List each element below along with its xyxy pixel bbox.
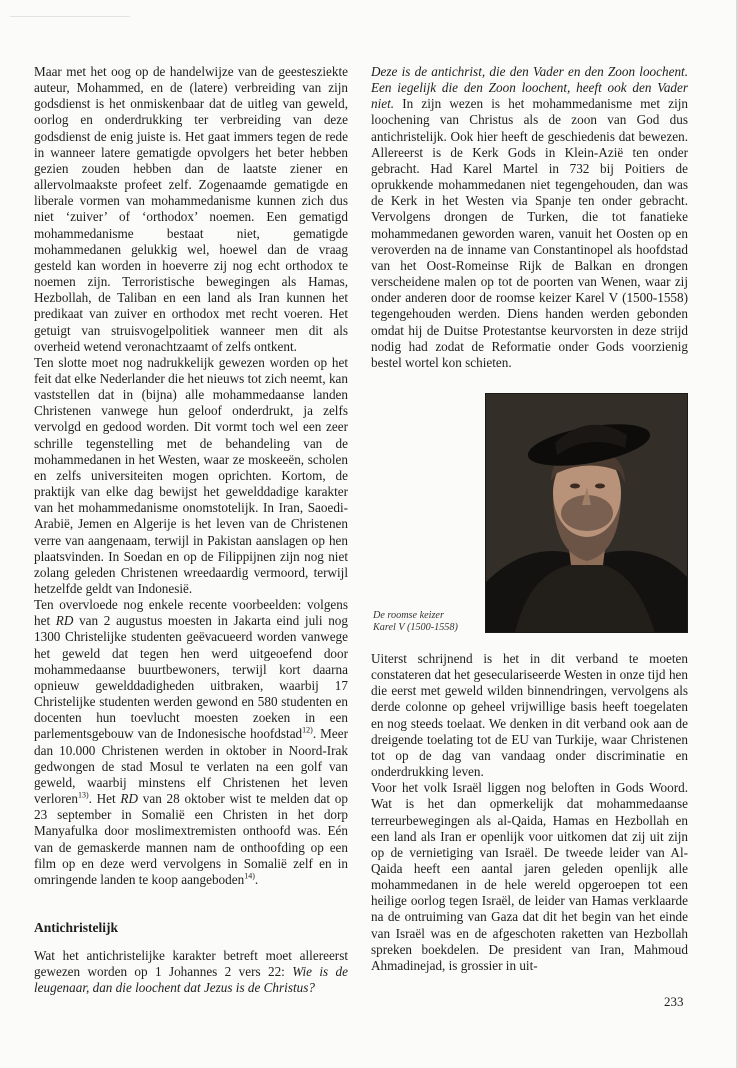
bible-quote: Deze is de antichrist, die den Vader en den Zoon loochent. Een iegelijk die den Zoon loochent, heeft ook den Vader niet. [371,64,688,112]
caption-line: Karel V (1500-1558) [373,622,458,634]
text: van 28 oktober wist te melden dat op 23 september in Somalië een Christen in het dorp Manyafulka door moslimextremisten onthoofd was. Eén van de gemaskerde mannen nam de onthoofding op een film op en deze werd vervolgens in Somalië zelf en in omringende landen te koop aangeboden [34,791,348,887]
paragraph-1: Maar met het oog op de handelwijze van de geestesziekte auteur, Mohammed, en de (latere) verbreiding van zijn godsdienst is het onmiskenbaar dat de uitleg van geweld, oorlog en onderdrukking ter verbreiding van deze godsdienst de enig juiste is. Het gaat immers tegen de rede in wanneer latere gematigde opvolgers het beter hebben gezien zouden hebben dan de laatste ziener en allervolmaakste profeet zelf. Zogenaamde gematigde en liberale vormen van mohammedanisme kunnen zich dus niet ‘zuiver’ of ‘orthodox’ noemen. Een gematigd mohammedanisme bestaat niet, gematigde mohammedanen gelukkig wel, hoewel dan de vraag gesteld kan worden in hoeverre zij nog echt orthodox te noemen zijn. Terroristische bewegingen als Hamas, Hezbollah, de Taliban en een land als Iran kunnen het predikaat van zuiver en orthodox met recht voeren. Het getuigt van struisvogelpolitiek wanneer men dit als overheid wetend veronachtzaamt of zelfs ontkent. [34,64,348,354]
paragraph-3 [34,597,348,888]
text: Wat het antichristelijke karakter betreft moet allereerst gewezen worden op 1 Johannes 2 vers 22: [34,948,348,980]
section-heading: Antichristelijk [34,919,118,935]
text: . [254,871,259,887]
portrait-image [485,393,688,633]
footnote-ref-14: 14) [244,871,255,881]
caption-line: De roomse keizer [373,609,444,621]
footnote-ref-13: 13) [77,790,89,800]
top-rule [10,16,130,17]
paragraph-4 [34,948,348,996]
source-rd: RD [120,791,139,807]
text: . Het [88,791,121,807]
text: In zijn wezen is het mohammedanisme met zijn loochening van Christus als de zoon van God dus antichristelijk. Ook hier heeft de geschiedenis dat bewezen. Allereerst is de Kerk Gods in Klein-Azië ten onder gebracht. Had Karel Martel in 732 bij Poitiers de oprukkende mohammedanen niet tegengehouden, dan was de Kerk in het Westen via Spanje ten onder gebracht. Vervolgens drongen de Turken, die tot fanatieke mohammedanen geworden waren, vanuit het Oosten op en veroverden na de inname van Constantinopel als hoofdstad van het Oost-Romeinse Rijk de Balkan en drongen verscheidene malen op tot de poorten van Wenen, waar zij onder anderen door de roomse keizer Karel V (1500-1558) tegengehouden werden. Diens handen werden gebonden omdat hij de Duitse Protestantse keurvorsten in deze strijd nodig had zodat de Reformatie onder Gods voorzienig bestel wortel kon schieten. [371,96,688,370]
paragraph-7: Voor het volk Israël liggen nog beloften in Gods Woord. Wat is het dan opmerkelijk dat mohammedaanse terreurbewegingen als al-Qaida, Hamas en Hezbollah en een land als Iran er openlijk voor uitkomen dat zij uit zijn op de vernietiging van Israël. De tweede leider van Al-Qaida heeft een aantal jaren geleden openlijk alle mohammedanen in de hele wereld opgeroepen tot een heilige oorlog tegen Israël, de leider van Hamas verklaarde na de ontruiming van Gaza dat dit het begin van het einde van Israël was en de afgeschoten raketten van Hezbollah spreken boekdelen. De president van Iran, Mahmoud Ahmadinejad, is grossier in uit- [371,780,688,973]
paragraph-6: Uiterst schrijnend is het in dit verband te moeten constateren dat het geseculariseerde Westen in onze tijd hen die eerst met geweld wilden binnendringen, vervolgens als derde colonne op geheel vrijwillige basis heeft toegelaten en nog steeds toelaat. We denken in dit verband ook aan de dreigende toelating tot de EU van Turkije, waar Christenen tot op de dag van vandaag onder discriminatie en onderdrukking leven. [371,650,688,780]
left-column [34,64,348,997]
bible-quote: Wie is de leugenaar, dan die loochent dat Jezus is de Christus? [34,964,348,996]
right-column [371,64,688,974]
text: van 2 augustus moesten in Jakarta eind juli nog 1300 Christelijke studenten geëvacueerd worden vanwege het geweld dat tegen hen werd uitgeoefend door mohammedaanse buurtbewoners, terwijl kort daarna opnieuw gewelddadigheden uitbraken, waarbij 17 Christelijke studenten werden gewond en 580 studenten en docenten hun toevlucht moesten zoeken in een parlementsgebouw van de Indonesische hoofdstad [34,613,348,742]
page-number: 233 [664,994,684,1009]
figure [371,393,688,633]
paragraph-5 [371,64,688,371]
image-caption [373,610,483,635]
paragraph-2: Ten slotte moet nog nadrukkelijk gewezen worden op het feit dat elke Nederlander die het nieuws tot zich neemt, kan vaststellen dat in (bijna) alle mohammedaanse landen Christenen vanwege hun geloof onderdrukt, ja zelfs vervolgd en gedood worden. Dit vormt toch wel een zeer schrille tegenstelling met de behandeling van de mohammedanen in het Westen, waar ze moskeeën, scholen en zelfs universiteiten mogen oprichten. Kortom, de praktijk van elke dag bewijst het gewelddadige karakter van het mohammedanisme onomstotelijk. In Iran, Saoedi-Arabië, Jemen en Algerije is het leven van de Christenen verre van aangenaam, terwijl in Pakistan aanslagen op hen plaatsvinden. In Soedan en op de Filippijnen zijn nog niet zolang geleden Christenen wreedaardig vermoord, terwijl hetzelfde geldt van Indonesië. [34,354,348,596]
text: Ten overvloede nog enkele recente voorbeelden: volgens het [34,597,348,629]
text: . Meer dan 10.000 Christenen werden in oktober in Noord-Irak gedwongen de stad Mosul te verlaten na een golf van geweld, waarbij minstens elf Christenen het leven verloren [34,726,348,807]
footnote-ref-12: 12) [302,726,313,736]
source-rd: RD [55,613,74,629]
